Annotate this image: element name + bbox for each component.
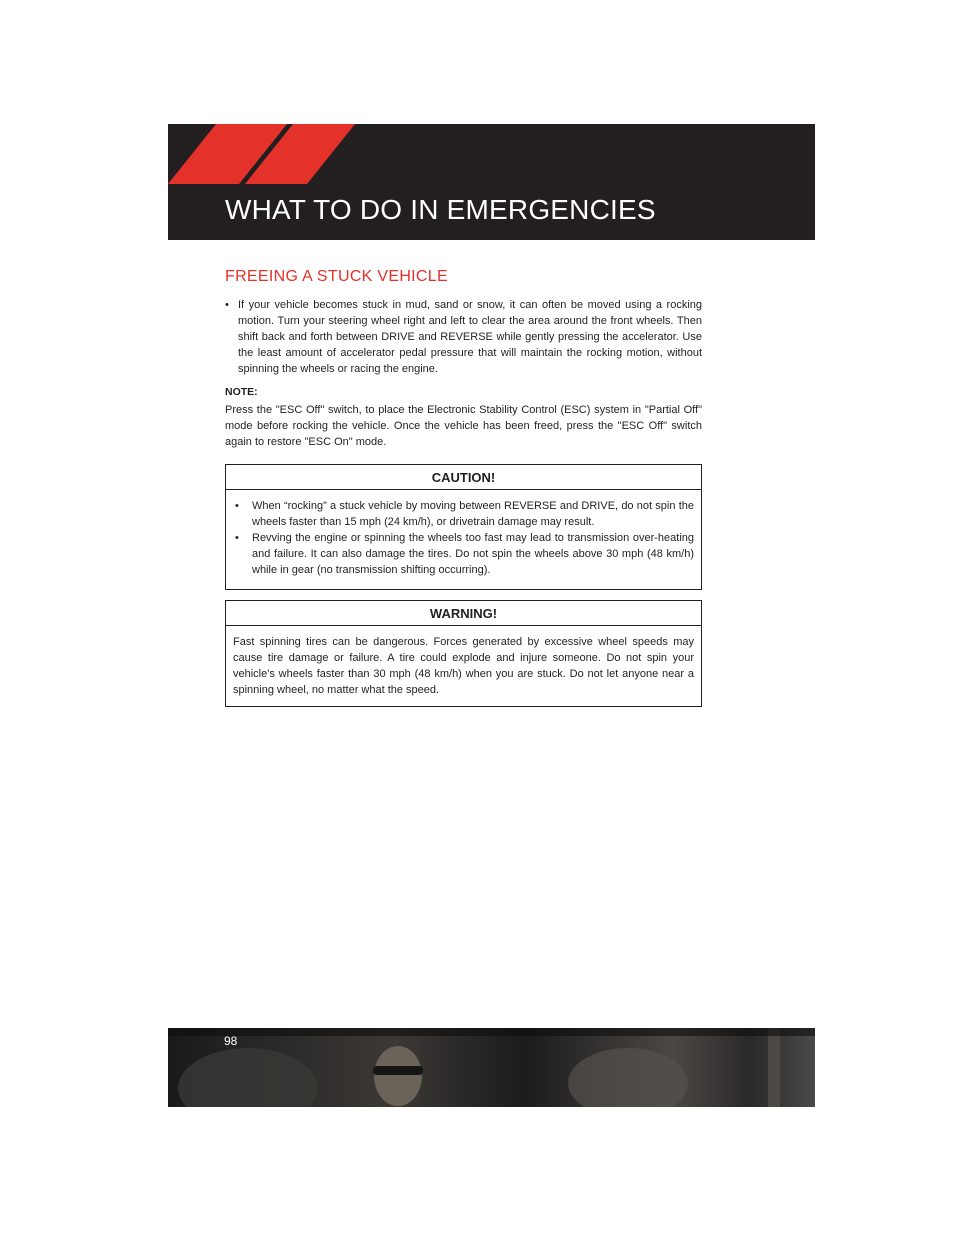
caution-item: • When “rocking” a stuck vehicle by moving between REVERSE and DRIVE, do not spin the wheels faster than 15 mph (24 km/h), or drivetrain damage may result. (233, 498, 694, 530)
caution-body (226, 490, 701, 585)
driver-photo (168, 1028, 815, 1107)
chapter-header-band (168, 124, 815, 240)
note-label: NOTE: (225, 386, 258, 398)
racing-stripes-logo (168, 124, 368, 186)
footer-photo-band (168, 1028, 815, 1107)
page-number: 98 (224, 1034, 238, 1048)
instruction-list (225, 297, 702, 377)
list-item: • If your vehicle becomes stuck in mud, sand or snow, it can often be moved using a rocking motion. Turn your steering wheel right and left to clear the area around the front wheels. Then shift back and forth between DRIVE and REVERSE while gently pressing the accelerator. Use the least amount of accelerator pedal pressure that will maintain the rocking motion, without spinning the wheels or racing the engine. (225, 297, 702, 377)
chapter-title: WHAT TO DO IN EMERGENCIES (225, 194, 656, 225)
caution-item: • Revving the engine or spinning the wheels too fast may lead to transmission over-heating and failure. It can also damage the tires. Do not spin the wheels above 30 mph (48 km/h) while in gear (no transmission shifting occurring). (233, 530, 694, 578)
note-text: Press the "ESC Off" switch, to place the Electronic Stability Control (ESC) system in "Partial Off" mode before rocking the vehicle. Once the vehicle has been freed, press the "ESC Off" switch again to restore "ESC On" mode. (225, 404, 702, 448)
caution-heading: CAUTION! (226, 465, 701, 490)
section-title: FREEING A STUCK VEHICLE (225, 268, 448, 285)
warning-body (226, 626, 701, 705)
warning-box (225, 600, 702, 707)
caution-box (225, 464, 702, 590)
warning-heading: WARNING! (226, 601, 701, 626)
warning-text: Fast spinning tires can be dangerous. Forces generated by excessive wheel speeds may cause tire damage or failure. A tire could explode and injure someone. Do not spin your vehicle's wheels faster than 30 mph (48 km/h) when you are stuck. Do not let anyone near a spinning wheel, no matter what the speed. (233, 636, 694, 696)
